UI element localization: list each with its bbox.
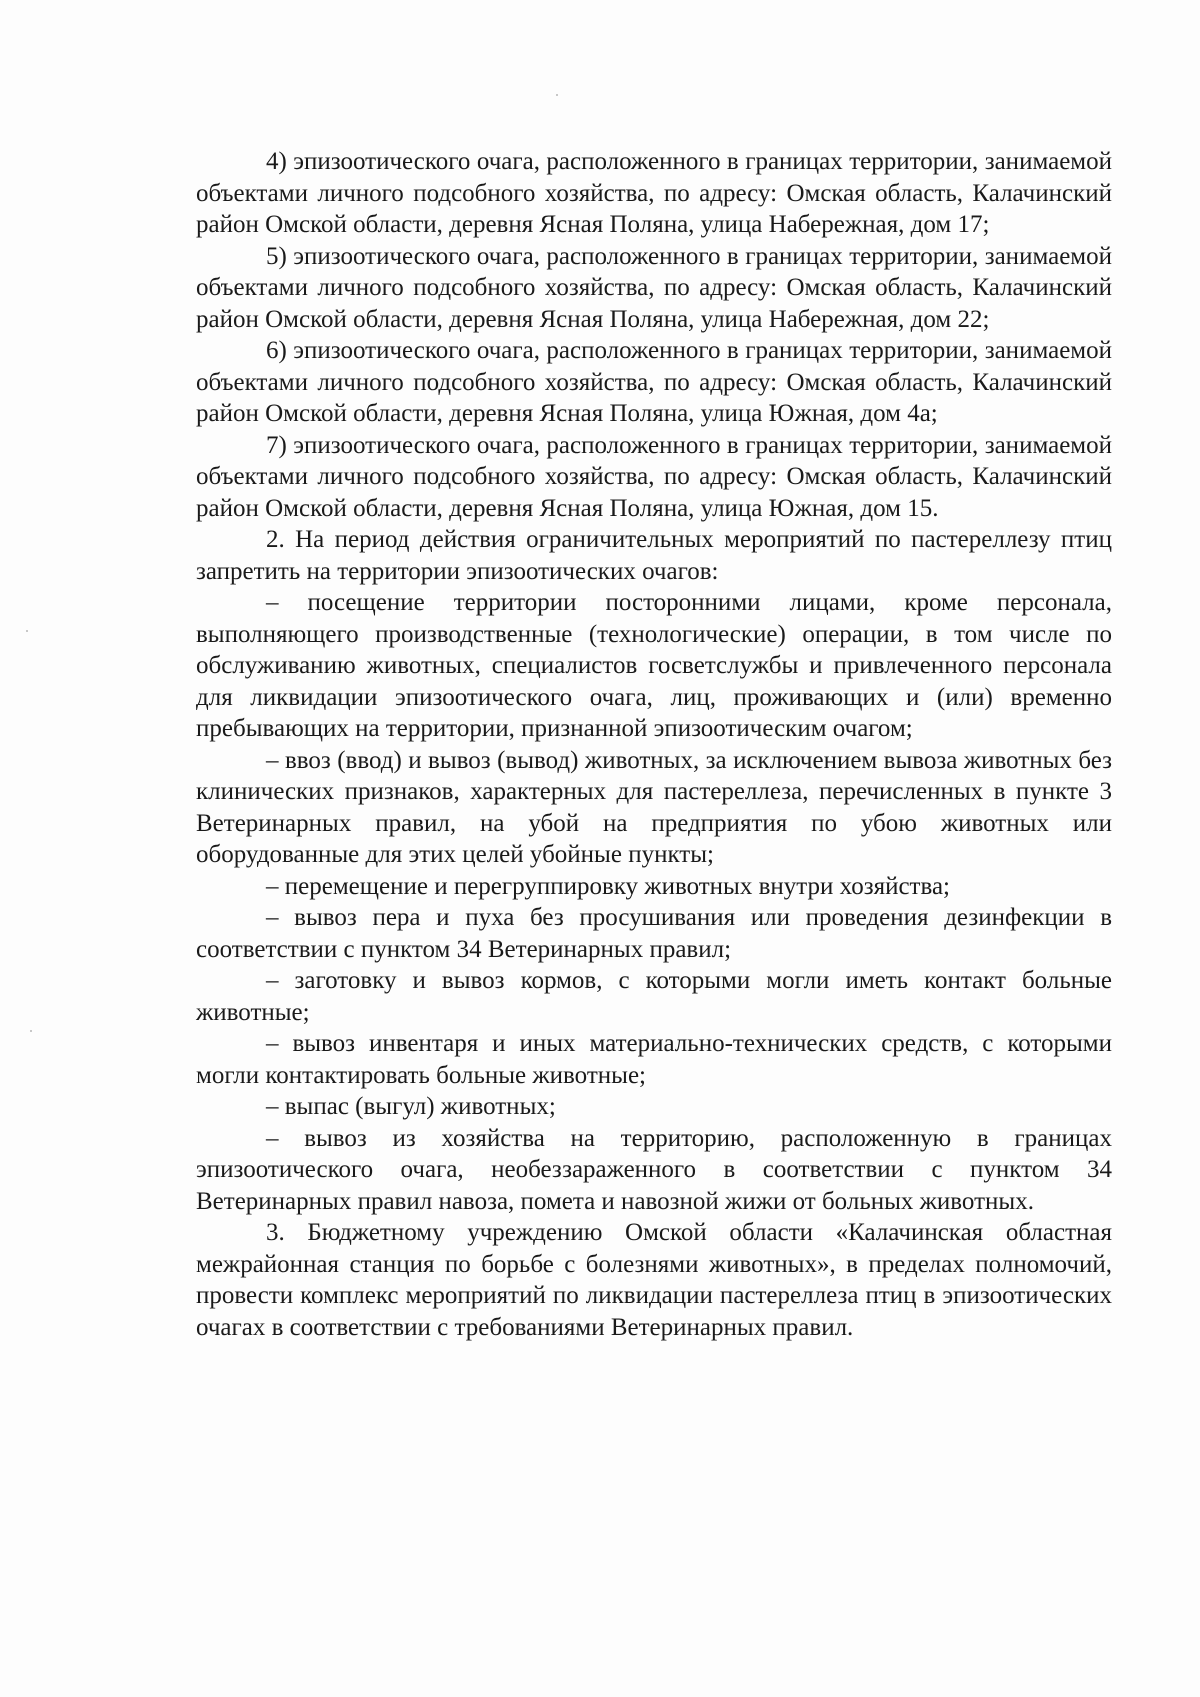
paragraph-ban-feed: – заготовку и вывоз кормов, с которыми могли иметь контакт больные животные; <box>196 967 1112 1026</box>
paragraph-ban-import-export: – ввоз (ввод) и вывоз (вывод) животных, за исключением вывоза животных без клинических признаков, характерных для пастереллеза, перечисленных в пункте 3 Ветеринарных правил, на убой на предприятия по убою животных или оборудованные для этих целей убойные пункты; <box>196 746 1112 868</box>
paragraph-ban-visits: – посещение территории посторонними лицами, кроме персонала, выполняющего производственные (технологические) операции, в том числе по обслуживанию животных, специалистов госветслужбы и привлеченного персонала для ликвидации эпизоотического очага, лиц, проживающих и (или) временно пребывающих на территории, признанной эпизоотическим очагом; <box>196 589 1112 742</box>
paragraph-item-5: 5) эпизоотического очага, расположенного в границах территории, занимаемой объектами личного подсобного хозяйства, по адресу: Омская область, Калачинский район Омской области, деревня Ясная Поляна, улица Набережная, дом 22; <box>196 242 1112 333</box>
scan-speck <box>26 630 28 632</box>
paragraph-ban-regrouping: – перемещение и перегруппировку животных внутри хозяйства; <box>266 872 950 900</box>
paragraph-ban-grazing: – выпас (выгул) животных; <box>266 1093 556 1120</box>
paragraph-section-2: 2. На период действия ограничительных мероприятий по пастереллезу птиц запретить на территории эпизоотических очагов: <box>196 526 1112 585</box>
paragraph-ban-inventory: – вывоз инвентаря и иных материально-технических средств, с которыми могли контактировать больные животные; <box>196 1030 1112 1089</box>
scan-speck <box>556 94 558 96</box>
paragraph-ban-feathers: – вывоз пера и пуха без просушивания или проведения дезинфекции в соответствии с пунктом 34 Ветеринарных правил; <box>196 904 1112 963</box>
paragraph-ban-manure: – вывоз из хозяйства на территорию, расположенную в границах эпизоотического очага, необеззараженного в соответствии с пунктом 34 Ветеринарных правил навоза, помета и навозной жижи от больных животных. <box>196 1124 1112 1215</box>
paragraph-item-7: 7) эпизоотического очага, расположенного в границах территории, занимаемой объектами личного подсобного хозяйства, по адресу: Омская область, Калачинский район Омской области, деревня Ясная Поляна, улица Южная, дом 15. <box>196 431 1112 522</box>
paragraph-section-3: 3. Бюджетному учреждению Омской области «Калачинская областная межрайонная станция по борьбе с болезнями животных», в пределах полномочий, провести комплекс мероприятий по ликвидации пастереллеза птиц в эпизоотических очагах в соответствии с требованиями Ветеринарных правил. <box>196 1219 1112 1341</box>
scan-speck <box>30 1030 32 1032</box>
document-body <box>196 146 1112 1343</box>
paragraph-item-4: 4) эпизоотического очага, расположенного в границах территории, занимаемой объектами личного подсобного хозяйства, по адресу: Омская область, Калачинский район Омской области, деревня Ясная Поляна, улица Набережная, дом 17; <box>196 148 1112 238</box>
paragraph-item-6: 6) эпизоотического очага, расположенного в границах территории, занимаемой объектами личного подсобного хозяйства, по адресу: Омская область, Калачинский район Омской области, деревня Ясная Поляна, улица Южная, дом 4а; <box>196 337 1112 427</box>
